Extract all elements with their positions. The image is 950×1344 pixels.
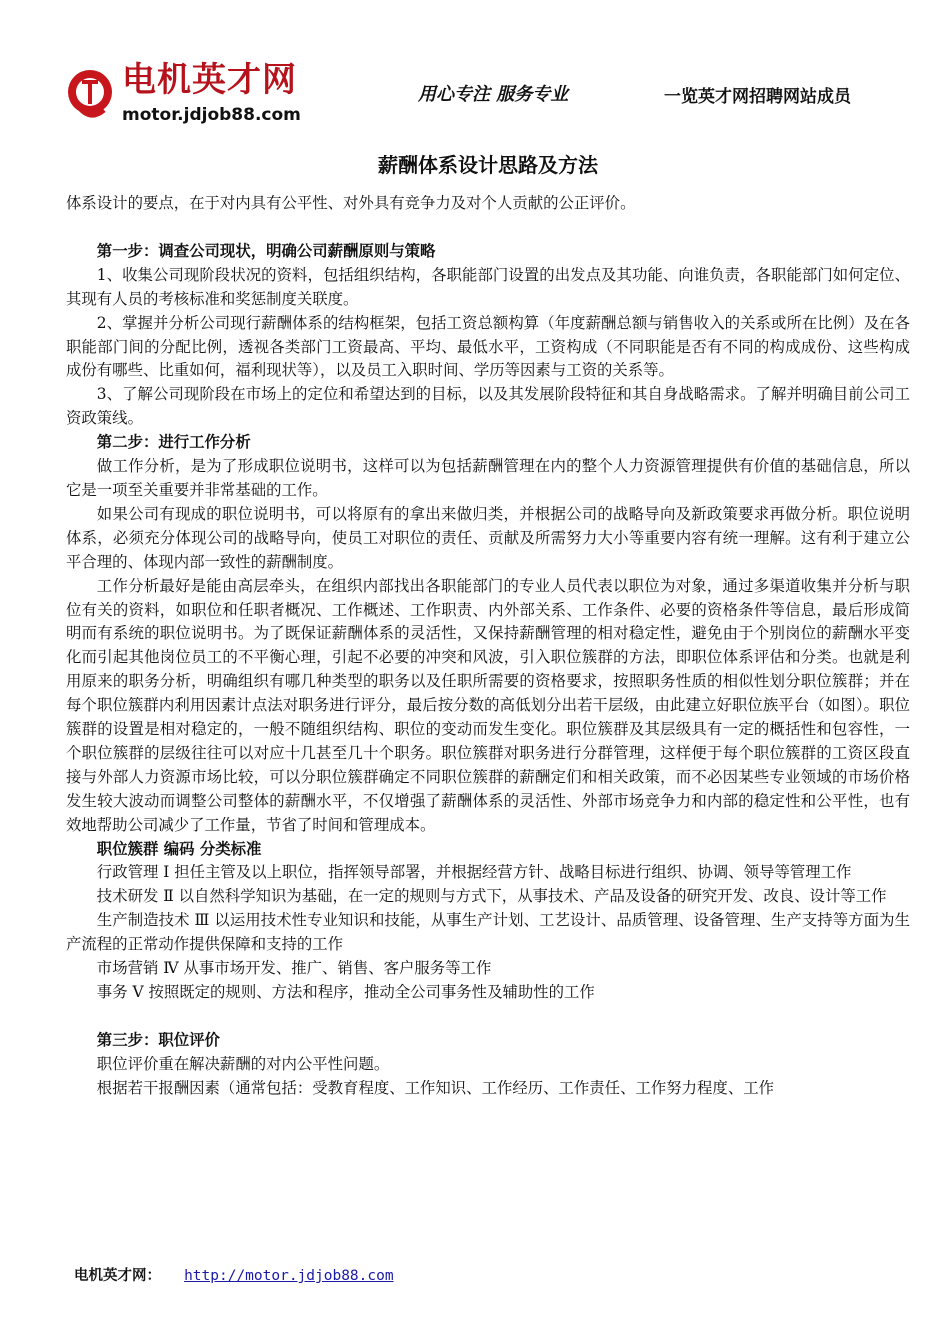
header-member-note: 一览英才网招聘网站成员: [664, 87, 851, 107]
logo-title: 电机英才网: [122, 60, 297, 100]
footer-link[interactable]: http://motor.jdjob88.com: [184, 1268, 394, 1284]
spacer: [66, 216, 910, 240]
step1-paragraph-1: 1、收集公司现阶段状况的资料，包括组织结构，各职能部门设置的出发点及其功能、向谁负责，各职能部门如何定位、其现有人员的考核标准和奖惩制度关联度。: [66, 265, 910, 308]
cluster-item: 行政管理 Ⅰ 担任主管及以上职位，指挥领导部署，并根据经营方针、战略目标进行组织、协调、领导等管理工作: [96, 863, 852, 882]
cluster-item: 技术研发 Ⅱ 以自然科学知识为基础，在一定的规则与方式下，从事技术、产品及设备的研究开发、改良、设计等工作: [96, 887, 887, 906]
step1-heading: 第一步：调查公司现状，明确公司薪酬原则与策略: [96, 241, 436, 260]
step1-paragraph-2: 2、掌握并分析公司现行薪酬体系的结构框架，包括工资总额构算（年度薪酬总额与销售收入的关系或所在比例）及在各职能部门间的分配比例，透视各类部门工资最高、平均、最低水平，工资构成（不同职能是否有不同的构成成份、这些构成成份有哪些、比重如何，福利现状等），以及员工入职时间、学历等因素与工资的关系等。: [66, 313, 910, 380]
step1-paragraph-3: 3、了解公司现阶段在市场上的定位和希望达到的目标，以及其发展阶段特征和其自身战略需求。了解并明确目前公司工资政策线。: [66, 385, 910, 428]
clusters-heading: 职位簇群 编码 分类标准: [96, 839, 262, 858]
logo-url: motor.jdjob88.com: [122, 105, 301, 125]
page-footer: [74, 1264, 394, 1285]
step2-paragraph-1: 做工作分析，是为了形成职位说明书，这样可以为包括薪酬管理在内的整个人力资源管理提供有价值的基础信息，所以它是一项至关重要并非常基础的工作。: [66, 457, 910, 499]
footer-label: 电机英才网：: [74, 1268, 161, 1284]
cluster-item: 市场营销 Ⅳ 从事市场开发、推广、销售、客户服务等工作: [96, 959, 492, 978]
intro-paragraph: 体系设计的要点，在于对内具有公平性、对外具有竞争力及对个人贡献的公正评价。: [66, 194, 636, 212]
step3-paragraph-2: 根据若干报酬因素（通常包括：受教育程度、工作知识、工作经历、工作责任、工作努力程度、工作: [96, 1078, 774, 1097]
logo-badge-icon: [64, 62, 116, 126]
page-header: [0, 0, 950, 150]
cluster-item: 生产制造技术 Ⅲ 以运用技术性专业知识和技能，从事生产计划、工艺设计、品质管理、设备管理、生产支持等方面为生产流程的正常动作提供保障和支持的工作: [66, 911, 910, 954]
step2-heading: 第二步：进行工作分析: [96, 433, 251, 452]
document-title: 薪酬体系设计思路及方法: [378, 153, 598, 177]
spacer: [66, 1005, 910, 1029]
step3-paragraph-1: 职位评价重在解决薪酬的对内公平性问题。: [96, 1054, 390, 1073]
step2-paragraph-2: 如果公司有现成的职位说明书，可以将原有的拿出来做归类，并根据公司的战略导向及新政策要求再做分析。职位说明体系，必须充分体现公司的战略导向，使员工对职位的责任、贡献及所需努力大小等重要内容有统一理解。这有利于建立公平合理的、体现内部一致性的薪酬制度。: [66, 504, 910, 571]
header-slogan: 用心专注 服务专业: [418, 84, 569, 105]
step2-paragraph-3: 工作分析最好是能由高层牵头，在组织内部找出各职能部门的专业人员代表以职位为对象，通过多渠道收集并分析与职位有关的资料，如职位和任职者概况、工作概述、工作职责、内外部关系、工作条件、必要的资格条件等信息，最后形成简明而有系统的职位说明书。为了既保证薪酬体系的灵活性，又保持薪酬管理的相对稳定性，避免由于个别岗位的薪酬水平变化而引起其他岗位员工的不平衡心理，引起不必要的冲突和风波，引入职位簇群的方法，即职位体系评估和分类。也就是利用原来的职务分析，明确组织有哪几种类型的职务以及任职所需要的资格要求，按照职务性质的相似性划分职位簇群；并在每个职位簇群内利用因素计点法对职务进行评分，最后按分数的高低划分出若干层级，由此建立好职位族平台（如图）。职位簇群的设置是相对稳定的，一般不随组织结构、职位的变动而发生变化。职位簇群及其层级具有一定的概括性和包容性，一个职位簇群的层级往往可以对应十几甚至几十个职务。职位簇群对职务进行分群管理，这样便于每个职位簇群的工资区段直接与外部人力资源市场比较，可以分职位簇群确定不同职位簇群的薪酬定们和相关政策，而不必因某些专业领域的市场价格发生较大波动而调整公司整体的薪酬水平，不仅增强了薪酬体系的灵活性、外部市场竞争力和内部的稳定性和公平性，也有效地帮助公司减少了工作量，节省了时间和管理成本。: [66, 576, 910, 834]
site-logo[interactable]: [64, 58, 314, 138]
cluster-item: 事务 Ⅴ 按照既定的规则、方法和程序，推动全公司事务性及辅助性的工作: [96, 983, 595, 1001]
document-body: [66, 150, 910, 1101]
step3-heading: 第三步：职位评价: [96, 1030, 220, 1049]
